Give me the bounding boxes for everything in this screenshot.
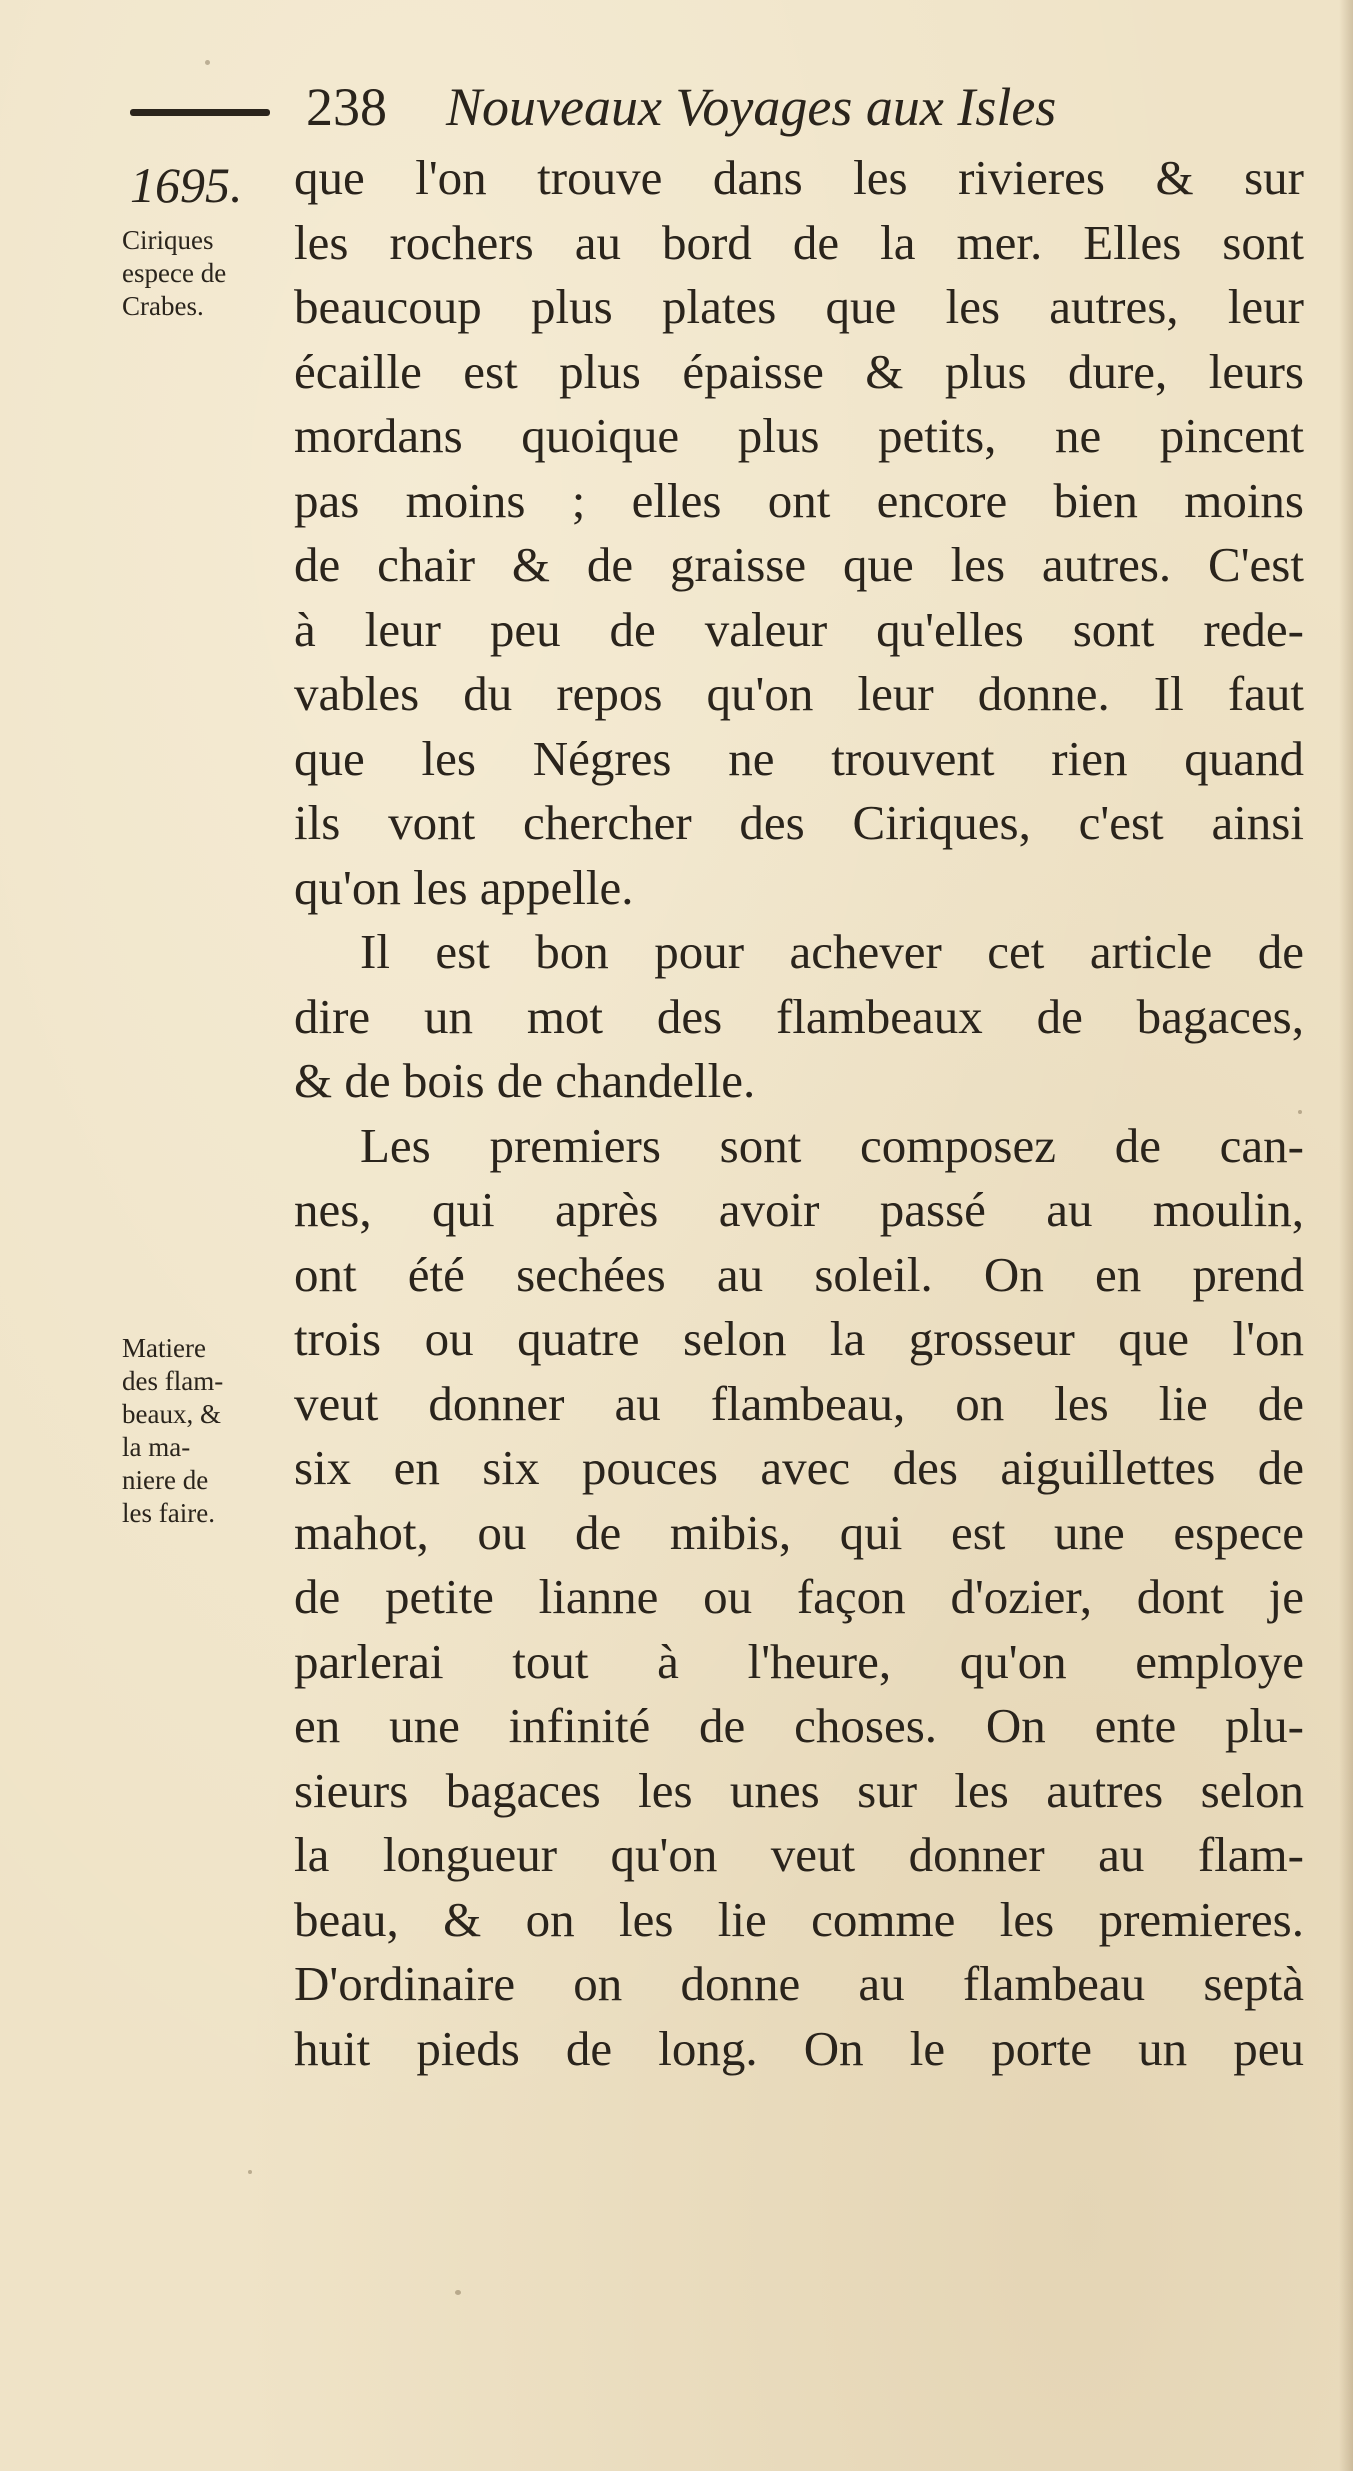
- paper-speck: [455, 2290, 461, 2295]
- text-line: à leur peu de valeur qu'elles sont rede-: [294, 601, 1304, 657]
- margin-note-flambeaux: [122, 1332, 292, 1530]
- margin-note-line: la ma-: [122, 1432, 191, 1462]
- margin-note-line: Ciriques: [122, 225, 214, 255]
- running-title: Nouveaux Voyages aux Isles: [446, 77, 1057, 137]
- body-text: [294, 146, 1304, 2081]
- margin-note-line: des flam-: [122, 1366, 224, 1396]
- header-rule: [130, 109, 270, 116]
- text-line: mahot, ou de mibis, qui est une espece: [294, 1504, 1304, 1560]
- text-line: de petite lianne ou façon d'ozier, dont je: [294, 1569, 1304, 1624]
- text-line: Les premiers sont composez de can-: [360, 1117, 1304, 1173]
- text-line: & de bois de chandelle.: [294, 1053, 756, 1108]
- text-line: les rochers au bord de la mer. Elles sont: [294, 214, 1304, 270]
- text-line: sieurs bagaces les unes sur les autres selon: [294, 1762, 1304, 1818]
- text-line: six en six pouces avec des aiguillettes de: [294, 1440, 1304, 1495]
- text-line: parlerai tout à l'heure, qu'on employe: [294, 1633, 1304, 1689]
- text-line: pas moins ; elles ont encore bien moins: [294, 472, 1304, 528]
- text-line: nes, qui après avoir passé au moulin,: [294, 1182, 1304, 1237]
- text-line: huit pieds de long. On le porte un peu: [294, 2020, 1304, 2076]
- text-line: ont été sechées au soleil. On en prend: [294, 1246, 1304, 1302]
- text-line: dire un mot des flambeaux de bagaces,: [294, 988, 1304, 1044]
- margin-note-ciriques: [122, 224, 292, 323]
- text-line: trois ou quatre selon la grosseur que l'on: [294, 1311, 1304, 1366]
- text-line: vables du repos qu'on leur donne. Il faut: [294, 666, 1304, 721]
- text-line: que les Négres ne trouvent rien quand: [294, 730, 1304, 786]
- text-line: beaucoup plus plates que les autres, leur: [294, 279, 1304, 334]
- page-number: 238: [306, 77, 387, 137]
- year-marker: 1695.: [130, 157, 243, 213]
- margin-note-line: Crabes.: [122, 291, 204, 321]
- margin-note-line: beaux, &: [122, 1399, 221, 1429]
- text-line: D'ordinaire on donne au flambeau septà: [294, 1956, 1304, 2011]
- text-line: mordans quoique plus petits, ne pincent: [294, 408, 1304, 463]
- paper-speck: [1298, 1110, 1302, 1114]
- paper-speck: [248, 2170, 252, 2174]
- margin-note-line: niere de: [122, 1465, 209, 1495]
- text-line: ils vont chercher des Ciriques, c'est ainsi: [294, 795, 1304, 850]
- text-line: beau, & on les lie comme les premieres.: [294, 1891, 1304, 1947]
- running-header: [130, 72, 1290, 142]
- text-line: Il est bon pour achever cet article de: [360, 924, 1304, 979]
- text-line: veut donner au flambeau, on les lie de: [294, 1375, 1304, 1431]
- paper-speck: [205, 60, 210, 65]
- text-line: écaille est plus épaisse & plus dure, leurs: [294, 343, 1304, 399]
- text-line: de chair & de graisse que les autres. C'est: [294, 537, 1304, 592]
- margin-note-line: Matiere: [122, 1333, 206, 1363]
- text-line: la longueur qu'on veut donner au flam-: [294, 1827, 1304, 1882]
- text-line: qu'on les appelle.: [294, 859, 634, 915]
- page-edge-shadow: [1339, 0, 1353, 2471]
- text-line: en une infinité de choses. On ente plu-: [294, 1698, 1304, 1753]
- margin-note-line: espece de: [122, 258, 227, 288]
- margin-note-line: les faire.: [122, 1498, 215, 1528]
- text-line: que l'on trouve dans les rivieres & sur: [294, 150, 1304, 205]
